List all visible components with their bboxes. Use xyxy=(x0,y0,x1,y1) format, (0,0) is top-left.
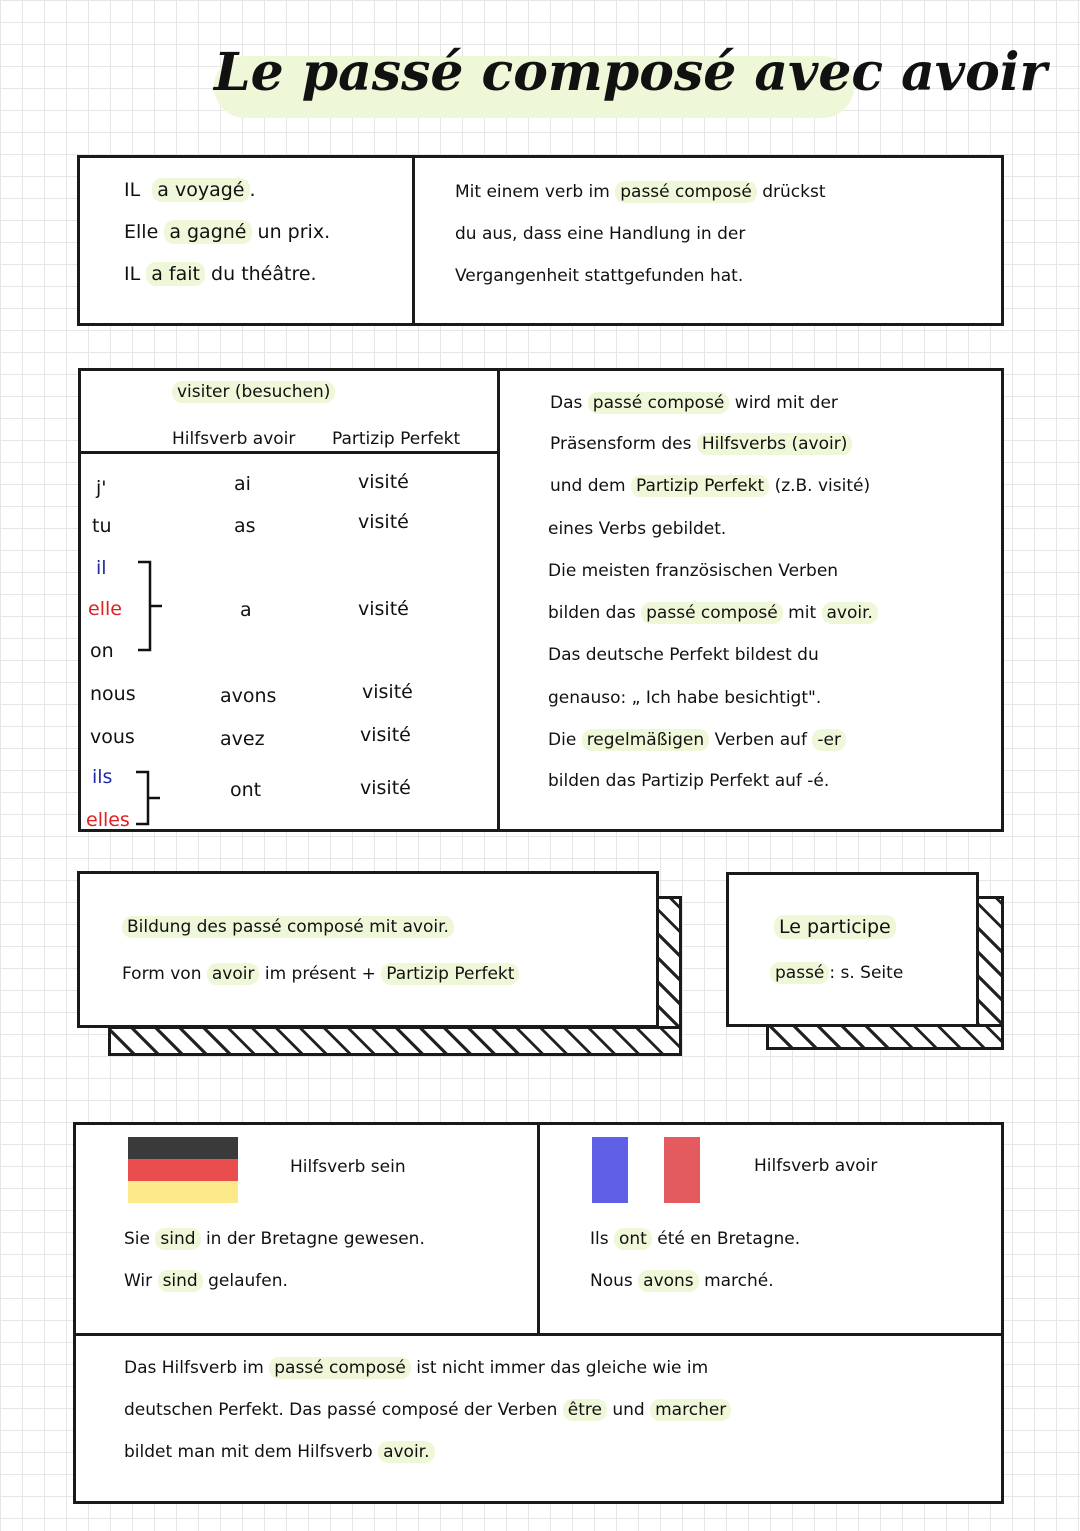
formation-rule: Form von avoir im présent + Partizip Perfekt xyxy=(122,962,519,986)
pronoun-tu: tu xyxy=(92,515,112,537)
card2-shadow-bottom xyxy=(766,1024,1004,1050)
bracket-ils-elles xyxy=(128,770,168,830)
example-2: Elle a gagné un prix. xyxy=(124,221,331,243)
explain-line-6: bilden das passé composé mit avoir. xyxy=(548,601,878,625)
aux-il: a xyxy=(240,599,252,621)
pronoun-il: il xyxy=(96,557,107,579)
pronoun-vous: vous xyxy=(90,726,135,748)
part-ils: visité xyxy=(360,777,411,799)
aux-tu: as xyxy=(234,515,256,537)
explain-line-8: genauso: „ Ich habe besichtigt". xyxy=(548,688,822,708)
part-il: visité xyxy=(358,598,409,620)
formation-card xyxy=(77,871,659,1028)
note-line-3: bildet man mit dem Hilfsverb avoir. xyxy=(124,1440,435,1464)
aux-je: ai xyxy=(234,473,251,495)
pronoun-elle: elle xyxy=(88,598,122,620)
part-nous: visité xyxy=(362,681,413,703)
aux-vous: avez xyxy=(220,728,265,750)
pronoun-je: j' xyxy=(96,477,107,499)
aux-nous: avons xyxy=(220,685,277,707)
example-1: IL a voyagé . xyxy=(124,179,256,201)
verb-header: visiter (besuchen) xyxy=(172,380,335,404)
part-tu: visité xyxy=(358,511,409,533)
intro-explain-line2: du aus, dass eine Handlung in der xyxy=(455,224,746,244)
explain-line-2: Präsensform des Hilfsverbs (avoir) xyxy=(550,432,852,456)
explain-line-10: bilden das Partizip Perfekt auf -é. xyxy=(548,771,830,791)
part-je: visité xyxy=(358,471,409,493)
explain-line-9: Die regelmäßigen Verben auf -er xyxy=(548,728,846,752)
french-flag-icon xyxy=(592,1137,700,1203)
column-participle: Partizip Perfekt xyxy=(332,429,461,449)
participle-card xyxy=(726,872,979,1027)
participle-line1: Le participe xyxy=(774,915,896,939)
pronoun-ils: ils xyxy=(92,766,113,788)
note-line-1: Das Hilfsverb im passé composé ist nicht immer das gleiche wie im xyxy=(124,1358,709,1378)
note-line-2: deutschen Perfekt. Das passé composé der Verben être und marcher xyxy=(124,1398,731,1422)
de-example-1: Sie sind in der Bretagne gewesen. xyxy=(124,1229,425,1249)
aux-ils: ont xyxy=(230,779,262,801)
example-3: IL a fait du théâtre. xyxy=(124,263,317,285)
explain-line-5: Die meisten französischen Verben xyxy=(548,561,839,581)
explain-line-7: Das deutsche Perfekt bildest du xyxy=(548,645,819,665)
pronoun-nous: nous xyxy=(90,683,136,705)
german-flag-icon xyxy=(128,1137,238,1203)
page-title: Le passé composé avec avoir xyxy=(214,42,1047,103)
intro-explain-line1: Mit einem verb im passé composé drückst xyxy=(455,182,826,202)
formation-title: Bildung des passé composé mit avoir. xyxy=(122,915,454,939)
fr-example-2: Nous avons marché. xyxy=(590,1271,774,1291)
fr-aux-label: Hilfsverb avoir xyxy=(754,1156,878,1176)
explain-line-4: eines Verbs gebildet. xyxy=(548,519,727,539)
card1-shadow-bottom xyxy=(108,1026,682,1056)
explain-line-3: und dem Partizip Perfekt (z.B. visité) xyxy=(550,476,871,496)
participle-line2: passé : s. Seite xyxy=(770,961,903,985)
bracket-il-elle-on xyxy=(130,560,170,654)
part-vous: visité xyxy=(360,724,411,746)
pronoun-on: on xyxy=(90,640,114,662)
de-example-2: Wir sind gelaufen. xyxy=(124,1271,288,1291)
de-aux-label: Hilfsverb sein xyxy=(290,1157,406,1177)
fr-example-1: Ils ont été en Bretagne. xyxy=(590,1229,801,1249)
intro-explain-line3: Vergangenheit stattgefunden hat. xyxy=(455,266,744,286)
explain-line-1: Das passé composé wird mit der xyxy=(550,393,838,413)
column-aux: Hilfsverb avoir xyxy=(172,429,296,449)
pronoun-elles: elles xyxy=(86,809,130,831)
